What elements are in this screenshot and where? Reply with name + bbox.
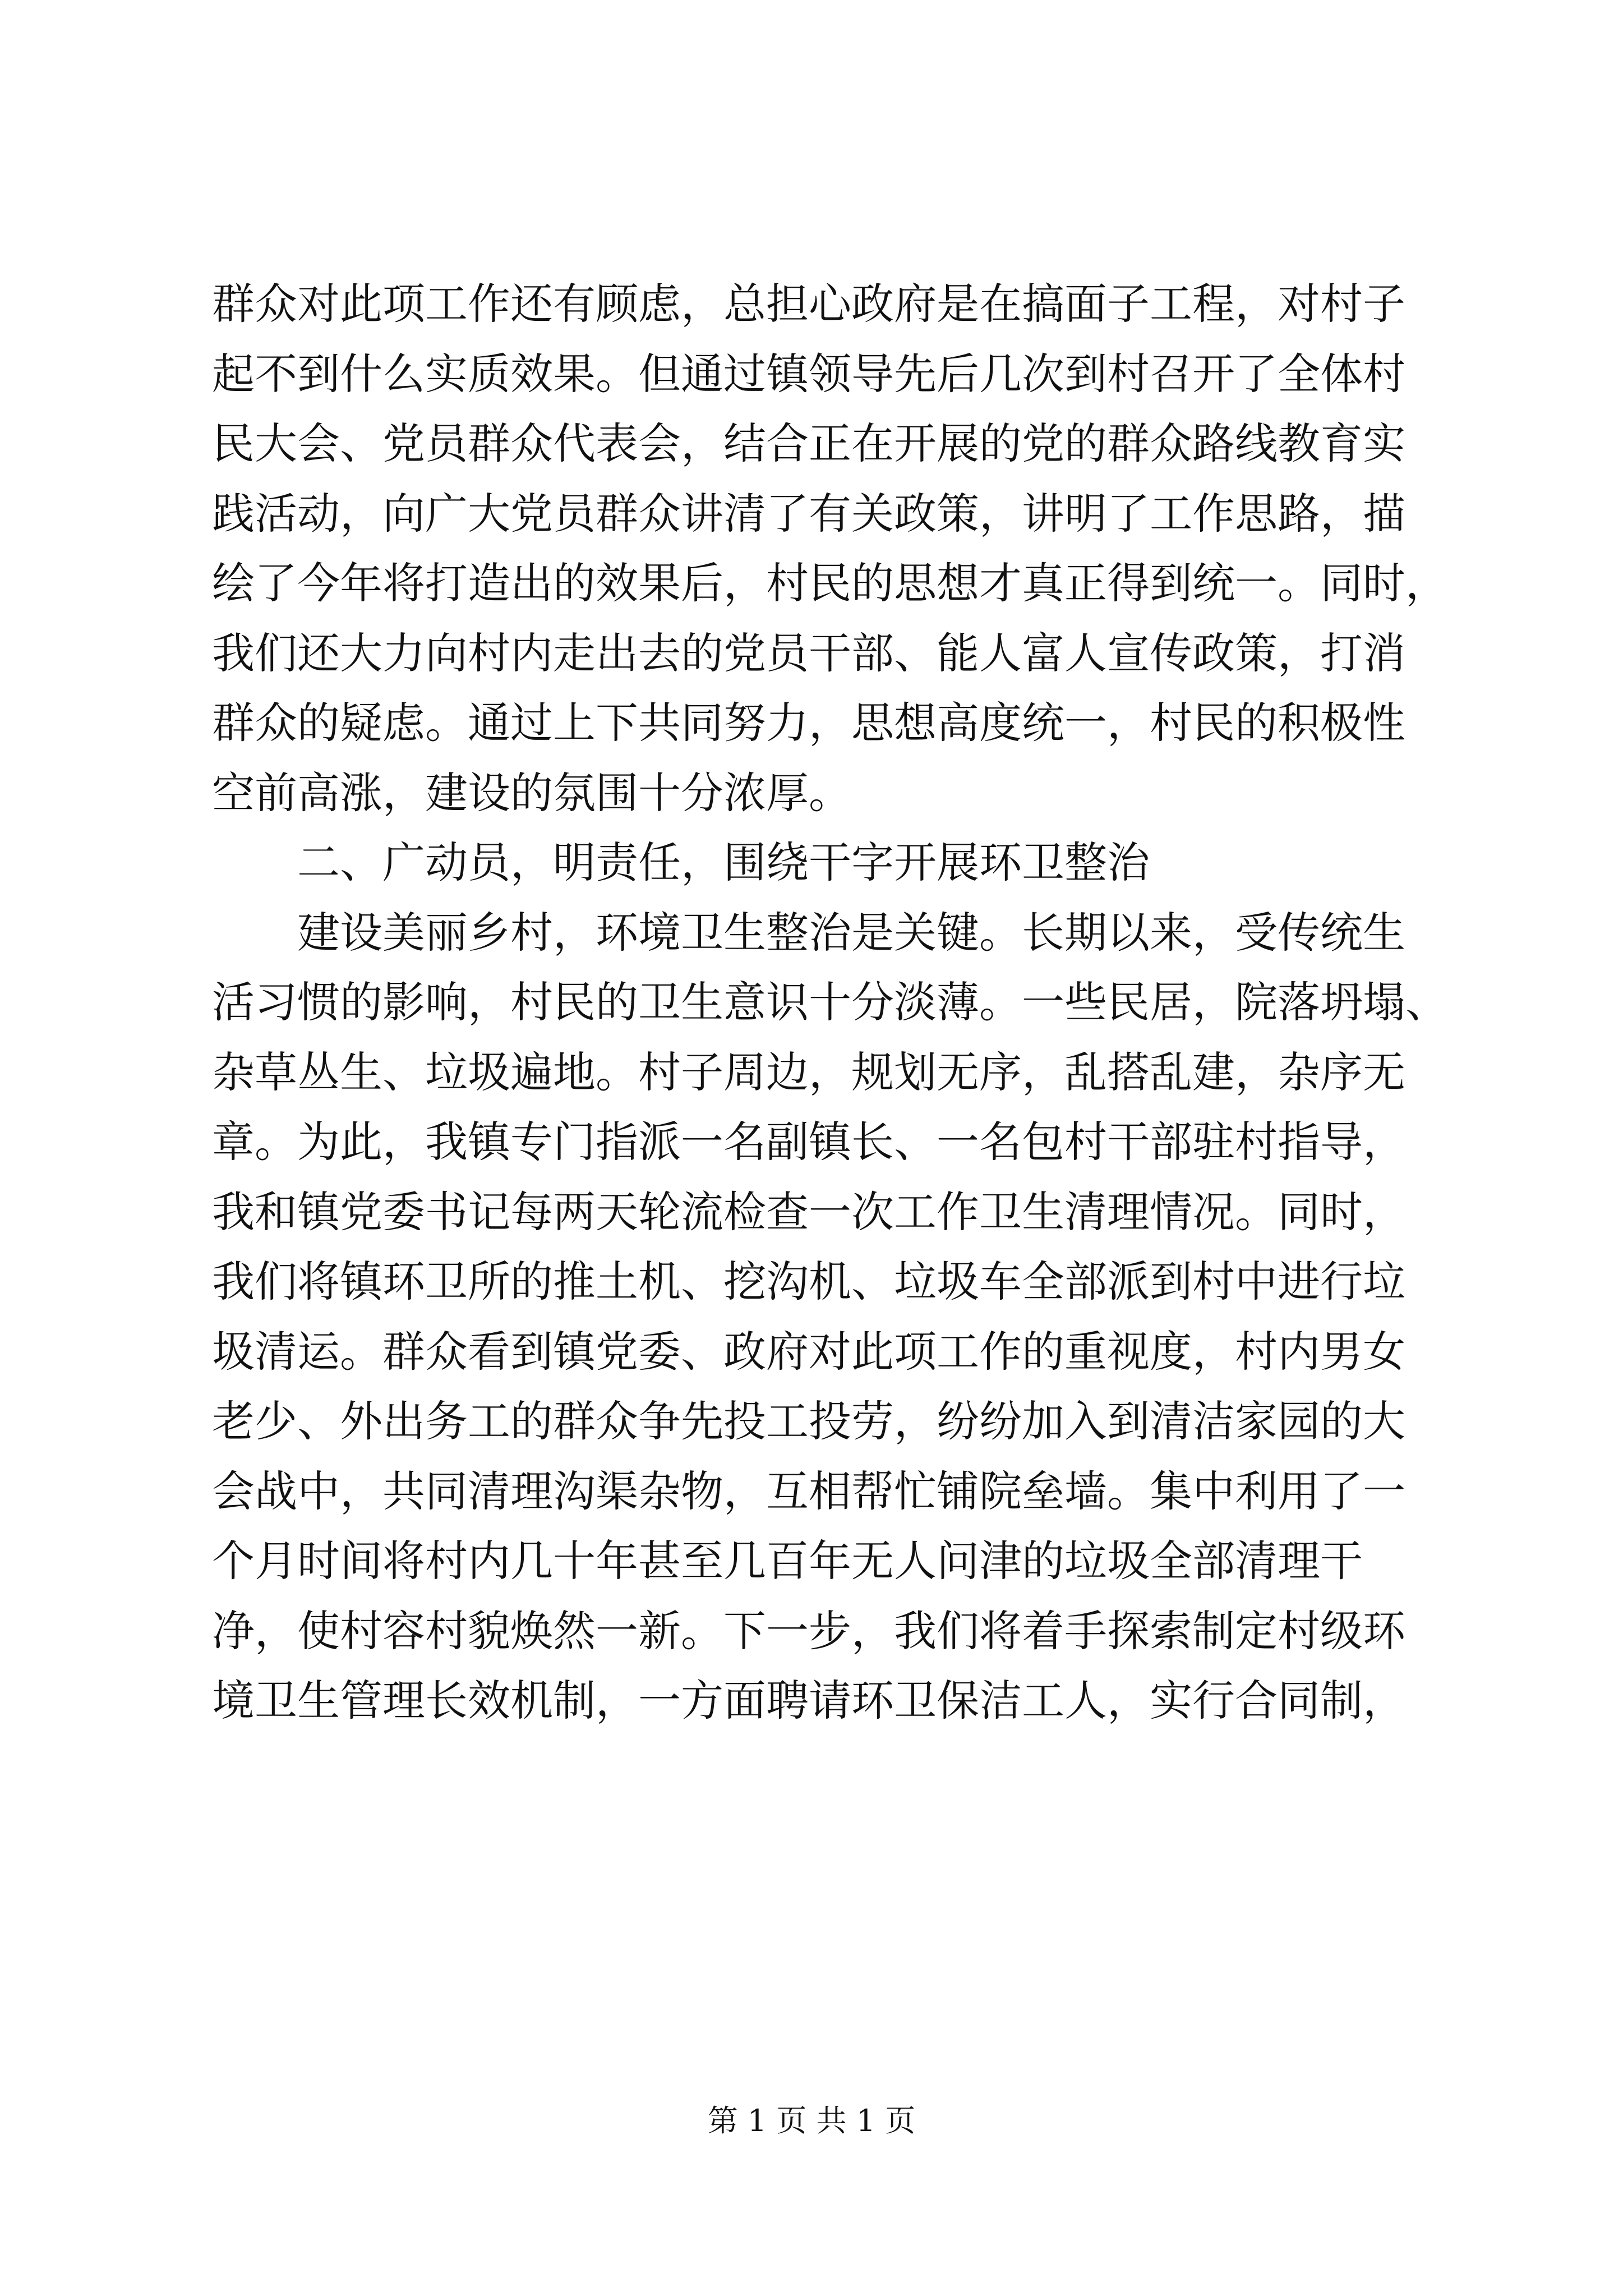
- page-number-footer: 第 1 页 共 1 页: [707, 2103, 916, 2138]
- text-line: 建设美丽乡村，环境卫生整治是关键。长期以来，受传统生: [297, 907, 1405, 958]
- text-line: 群众对此项工作还有顾虑，总担心政府是在搞面子工程，对村子: [212, 279, 1405, 329]
- section-heading: 二、广动员，明责任，围绕干字开展环卫整治: [297, 838, 1150, 887]
- text-line: 起不到什么实质效果。但通过镇领导先后几次到村召开了全体村: [212, 348, 1405, 399]
- text-line: 章。为此，我镇专门指派一名副镇长、一名包村干部驻村指导，: [212, 1117, 1405, 1167]
- text-line: 我们还大力向村内走出去的党员干部、能人富人宣传政策，打消: [212, 628, 1405, 678]
- text-line: 圾清运。群众看到镇党委、政府对此项工作的重视度，村内男女: [212, 1326, 1405, 1377]
- text-line: 会战中，共同清理沟渠杂物，互相帮忙铺院垒墙。集中利用了一: [212, 1466, 1405, 1516]
- text-line: 杂草丛生、垃圾遍地。村子周边，规划无序，乱搭乱建，杂序无: [212, 1047, 1405, 1097]
- text-line: 个月时间将村内几十年甚至几百年无人问津的垃圾全部清理干: [212, 1536, 1363, 1586]
- text-line: 空前高涨，建设的氛围十分浓厚。: [212, 767, 851, 818]
- text-line: 净，使村容村貌焕然一新。下一步，我们将着手探索制定村级环: [212, 1605, 1405, 1656]
- text-line: 我和镇党委书记每两天轮流检查一次工作卫生清理情况。同时，: [212, 1186, 1405, 1237]
- text-line: 群众的疑虑。通过上下共同努力，思想高度统一，村民的积极性: [212, 698, 1405, 748]
- text-line: 老少、外出务工的群众争先投工投劳，纷纷加入到清洁家园的大: [212, 1396, 1405, 1446]
- text-line: 活习惯的影响，村民的卫生意识十分淡薄。一些民居，院落坍塌、: [212, 977, 1448, 1027]
- text-line: 践活动，向广大党员群众讲清了有关政策，讲明了工作思路，描: [212, 488, 1405, 539]
- document-body: [212, 269, 1448, 1736]
- text-line: 境卫生管理长效机制，一方面聘请环卫保洁工人，实行合同制，: [212, 1676, 1405, 1726]
- text-line: 民大会、党员群众代表会，结合正在开展的党的群众路线教育实: [212, 418, 1405, 468]
- text-line: 绘了今年将打造出的效果后，村民的思想才真正得到统一。同时，: [212, 558, 1448, 608]
- text-line: 我们将镇环卫所的推土机、挖沟机、垃圾车全部派到村中进行垃: [212, 1257, 1405, 1306]
